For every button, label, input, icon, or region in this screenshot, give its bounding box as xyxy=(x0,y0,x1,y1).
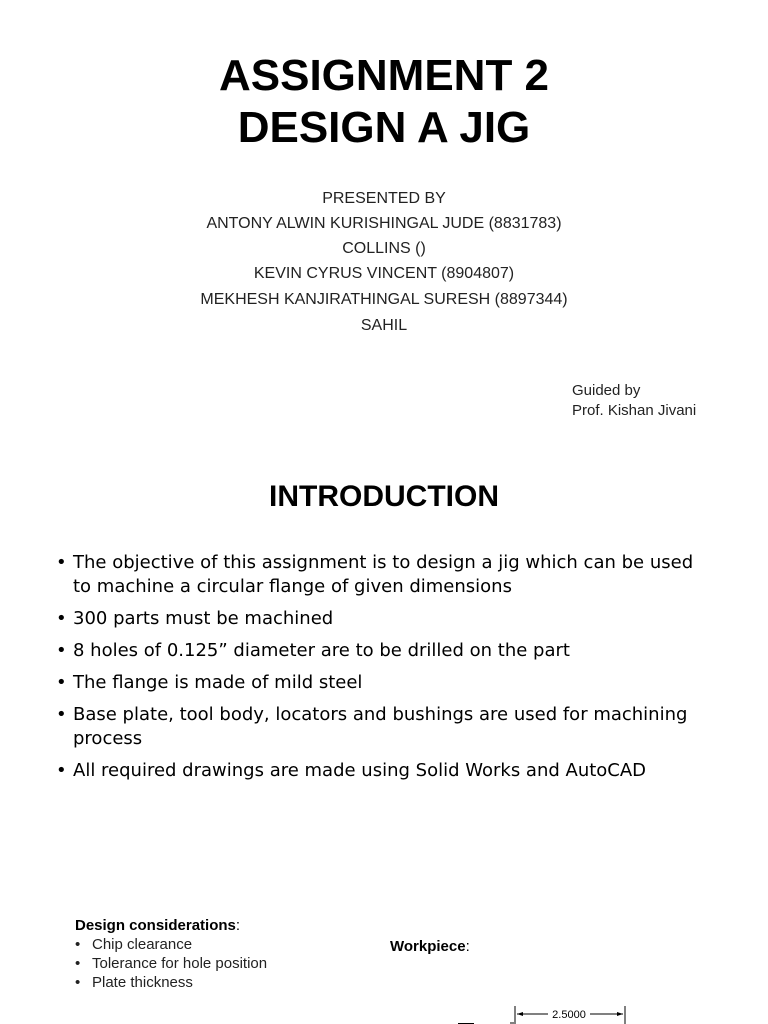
introduction-heading: INTRODUCTION xyxy=(269,480,499,513)
list-item: • 300 parts must be machined xyxy=(56,607,716,631)
member-4: MEKHESH KANJIRATHINGAL SURESH (8897344) xyxy=(200,291,568,308)
list-item: • The objective of this assignment is to design a jig which can be used to machine a circular flange of given dimensions xyxy=(56,551,716,599)
member-5: SAHIL xyxy=(360,317,408,334)
workpiece-label: Workpiece: xyxy=(390,938,470,955)
dimension-label: 2.5000 xyxy=(552,1009,586,1021)
title-line-1: ASSIGNMENT 2 xyxy=(218,51,550,100)
design-considerations-heading: Design considerations: xyxy=(75,917,241,934)
presented-by-heading: PRESENTED BY xyxy=(322,190,446,207)
title-line-2: DESIGN A JIG xyxy=(237,103,531,152)
introduction-bullet-list xyxy=(56,551,716,791)
list-item: • 8 holes of 0.125” diameter are to be drilled on the part xyxy=(56,639,716,663)
member-2: COLLINS () xyxy=(342,240,426,257)
list-item: • Chip clearance xyxy=(75,935,267,954)
list-item: • Tolerance for hole position xyxy=(75,954,267,973)
member-1: ANTONY ALWIN KURISHINGAL JUDE (8831783) xyxy=(206,215,562,232)
list-item: • Base plate, tool body, locators and bushings are used for machining process xyxy=(56,703,716,751)
design-considerations-list xyxy=(75,935,267,992)
workpiece-drawing xyxy=(430,1000,730,1024)
arrowhead-right-icon xyxy=(617,1012,623,1016)
list-item: • The flange is made of mild steel xyxy=(56,671,716,695)
guide-name: Prof. Kishan Jivani xyxy=(572,402,697,419)
arrowhead-left-icon xyxy=(517,1012,523,1016)
member-3: KEVIN CYRUS VINCENT (8904807) xyxy=(253,265,515,282)
list-item: • All required drawings are made using Solid Works and AutoCAD xyxy=(56,759,716,783)
guided-by-label: Guided by xyxy=(572,382,641,399)
list-item: • Plate thickness xyxy=(75,973,267,992)
